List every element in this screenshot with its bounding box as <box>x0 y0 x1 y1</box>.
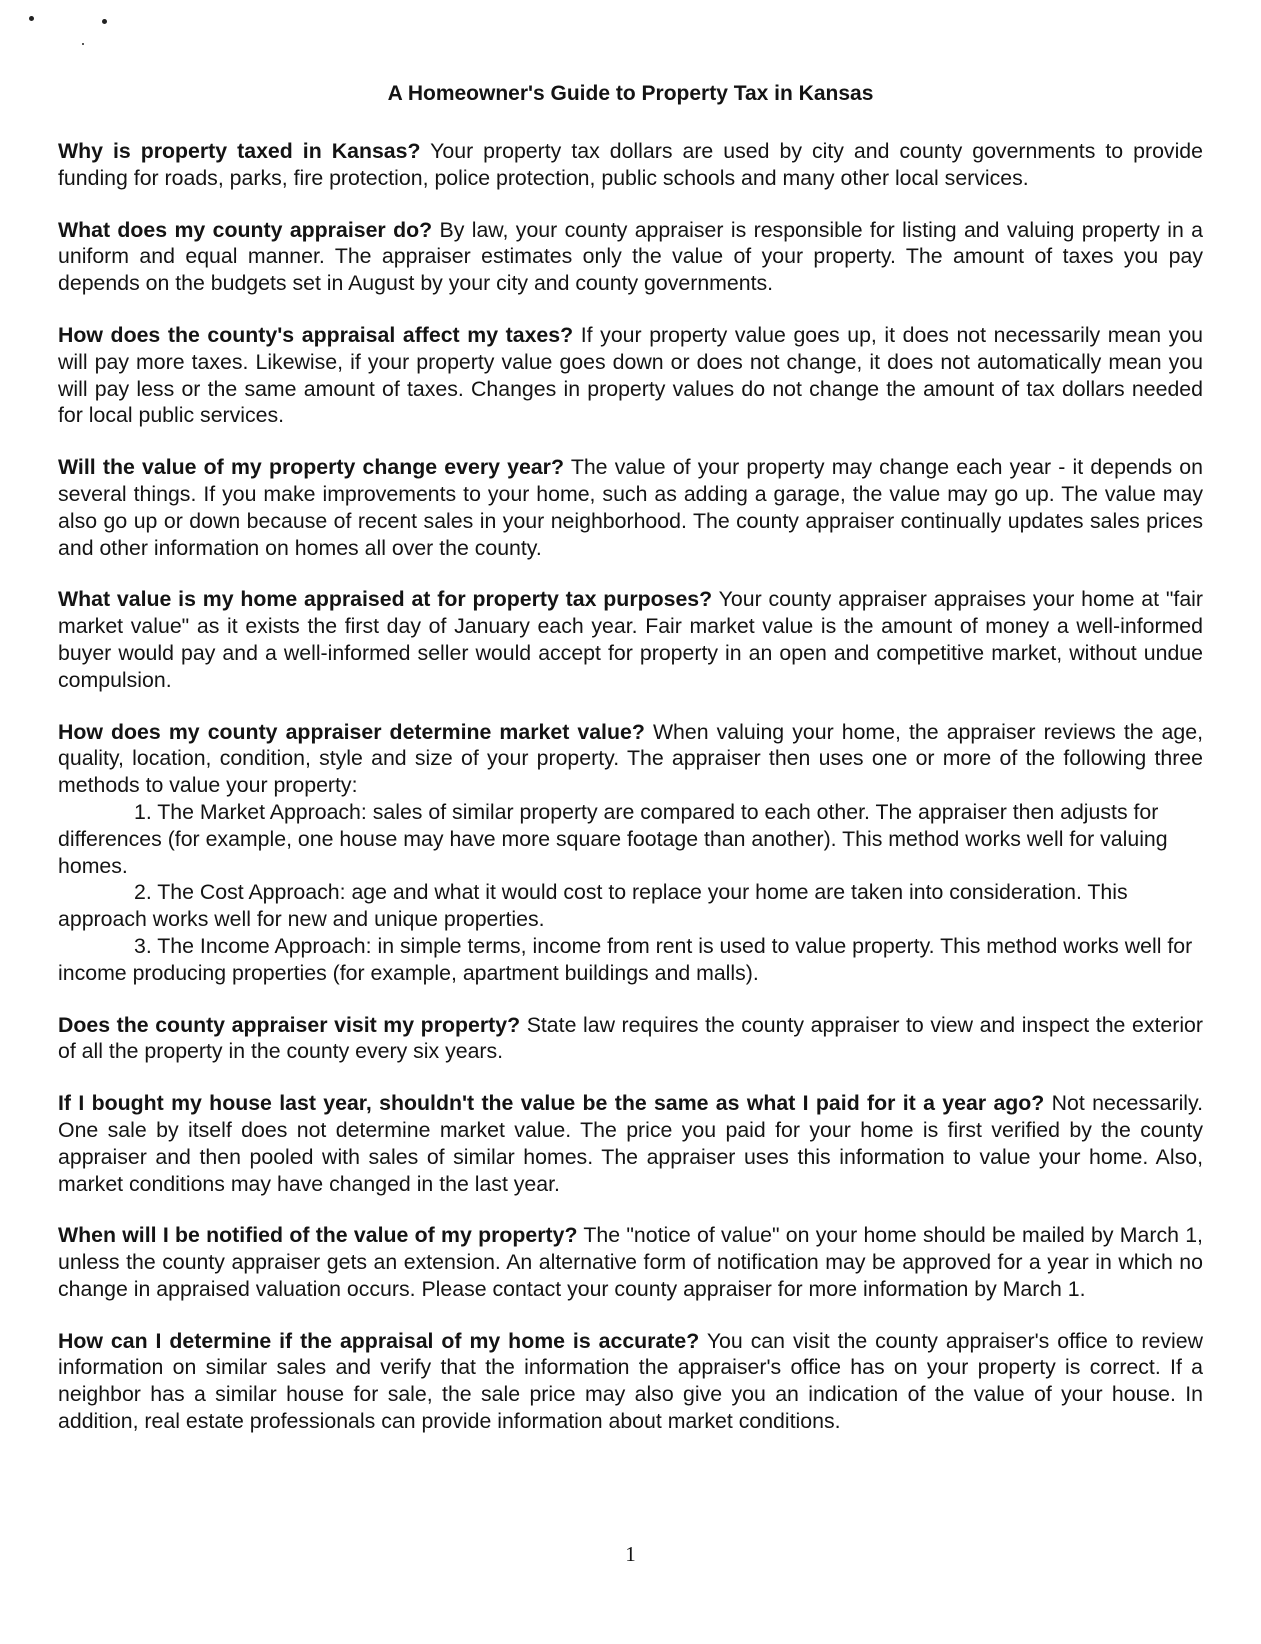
document-body <box>58 138 1203 1460</box>
section-answer: The "notice of value" on your home should be mailed by March 1, unless the county appraiser gets an extension. An alternative form of notification may be approved for a year in which no change in appraised valuation occurs. Please contact your county appraiser for more information by March 1. <box>58 1223 1203 1301</box>
qa-section <box>58 138 1203 192</box>
qa-section-market-value <box>58 719 1203 987</box>
qa-section <box>58 1090 1203 1197</box>
qa-section <box>58 1012 1203 1066</box>
section-answer: You can visit the county appraiser's office to review information on similar sales and verify that the information the appraiser's office has on your property is correct. If a neighbor has a similar house for sale, the sale price may also give you an indication of the value of your house. In addition, real estate professionals can provide information about market conditions. <box>58 1328 1203 1434</box>
qa-section <box>58 322 1203 429</box>
section-answer: By law, your county appraiser is responsible for listing and valuing property in a uniform and equal manner. The appraiser estimates only the value of your property. The amount of taxes you pay depends on the budgets set in August by your city and county governments. <box>58 217 1204 296</box>
document-title: A Homeowner's Guide to Property Tax in Kansas <box>387 82 874 105</box>
method-market-approach: 1. The Market Approach: sales of similar property are compared to each other. The appraiser then adjusts for differences (for example, one house may have more square footage than another). This method works well for valuing homes. <box>58 799 1168 878</box>
section-answer: State law requires the county appraiser to view and inspect the exterior of all the property in the county every six years. <box>58 1012 1203 1064</box>
qa-section <box>58 586 1203 693</box>
method-income-approach: 3. The Income Approach: in simple terms, income from rent is used to value property. This method works well for income producing properties (for example, apartment buildings and malls). <box>58 933 1193 985</box>
qa-section <box>58 1328 1203 1435</box>
page-number: 1 <box>625 1542 636 1566</box>
section-answer: Your county appraiser appraises your home at "fair market value" as it exists the first day of January each year. Fair market value is the amount of money a well-informed buyer would pay and a well-informed seller would accept for property in an open and competitive market, without undue compulsion. <box>58 587 1203 692</box>
section-question: How can I determine if the appraisal of my home is accurate? <box>58 1328 700 1353</box>
method-cost-approach: 2. The Cost Approach: age and what it would cost to replace your home are taken into consideration. This approach works well for new and unique properties. <box>58 880 1128 932</box>
section-question: Will the value of my property change every year? <box>58 455 564 480</box>
section-question: When will I be notified of the value of my property? <box>58 1223 578 1248</box>
qa-section <box>58 454 1203 561</box>
section-question: Why is property taxed in Kansas? <box>58 139 421 163</box>
section-question: How does my county appraiser determine market value? <box>58 719 645 744</box>
qa-section <box>58 217 1203 297</box>
section-question: What value is my home appraised at for property tax purposes? <box>58 587 713 612</box>
scan-speck-mark <box>102 19 107 24</box>
section-question: Does the county appraiser visit my property? <box>58 1012 521 1037</box>
section-question: How does the county's appraisal affect my taxes? <box>58 322 574 347</box>
scan-speck-mark <box>29 16 34 21</box>
qa-section <box>58 1222 1203 1302</box>
section-answer: The value of your property may change each year - it depends on several things. If you make improvements to your home, such as adding a garage, the value may go up. The value may also go up or down because of recent sales in your neighborhood. The county appraiser continually updates sales prices and other information on homes all over the county. <box>58 455 1203 560</box>
section-answer: Your property tax dollars are used by city and county governments to provide funding for roads, parks, fire protection, police protection, public schools and many other local services. <box>58 139 1203 190</box>
section-question: If I bought my house last year, shouldn't the value be the same as what I paid for it a year ago? <box>58 1091 1045 1116</box>
section-answer: Not necessarily. One sale by itself does not determine market value. The price you paid for your home is first verified by the county appraiser and then pooled with sales of similar homes. The appraiser uses this information to value your home. Also, market conditions may have changed in the last year. <box>58 1091 1204 1196</box>
section-question: What does my county appraiser do? <box>58 217 433 242</box>
market-value-intro <box>58 719 1203 799</box>
section-answer: When valuing your home, the appraiser reviews the age, quality, location, condition, style and size of your property. The appraiser then uses one or more of the following three methods to value your property: <box>58 719 1203 798</box>
section-answer: If your property value goes up, it does not necessarily mean you will pay more taxes. Likewise, if your property value goes down or does not change, it does not automatically mean you will pay less or the same amount of taxes. Changes in property values do not change the amount of tax dollars needed for local public services. <box>58 322 1204 428</box>
scan-speck-mark <box>82 43 84 45</box>
